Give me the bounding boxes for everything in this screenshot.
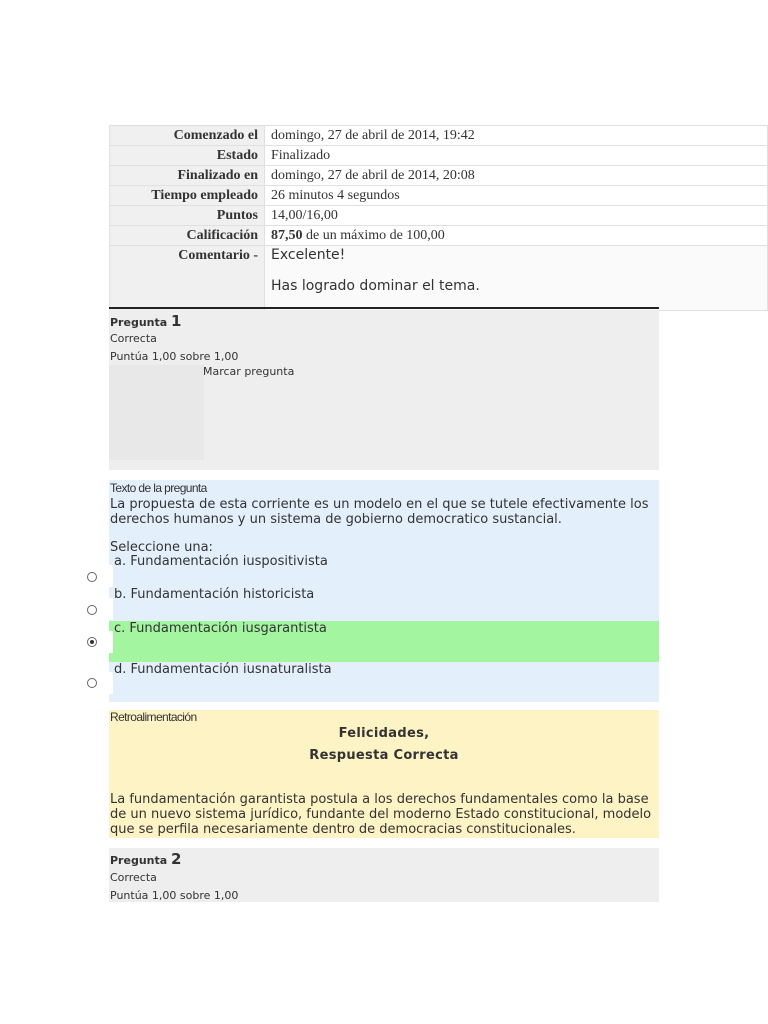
feedback-title: Felicidades, xyxy=(338,726,430,741)
summary-value: domingo, 27 de abril de 2014, 19:42 xyxy=(265,126,768,146)
flag-question-link[interactable]: Marcar pregunta xyxy=(203,365,295,378)
radio-button-checked[interactable] xyxy=(87,637,97,647)
comment-line: Has logrado dominar el tema. xyxy=(271,278,480,294)
answer-option-a[interactable] xyxy=(109,554,659,587)
flag-panel xyxy=(109,365,204,460)
summary-value: 26 minutos 4 segundos xyxy=(265,186,768,206)
feedback-subtitle: Respuesta Correcta xyxy=(309,748,459,763)
summary-label: Tiempo empleado xyxy=(110,186,265,206)
comment-line: Excelente! xyxy=(271,247,346,263)
question-number: Pregunta 2 xyxy=(110,850,182,868)
select-prompt: Seleccione una: xyxy=(110,540,213,555)
question-info xyxy=(109,310,659,470)
grade-max: de un máximo de 100,00 xyxy=(302,228,445,243)
summary-row-time xyxy=(110,186,768,206)
question-text-label: Texto de la pregunta xyxy=(110,481,207,495)
summary-row-comment xyxy=(110,246,768,311)
radio-button[interactable] xyxy=(87,605,97,615)
answer-option-b[interactable] xyxy=(109,587,659,621)
summary-label: Comentario - xyxy=(110,246,265,311)
question-number: Pregunta 1 xyxy=(110,312,182,330)
summary-comment xyxy=(265,246,768,311)
summary-label: Puntos xyxy=(110,206,265,226)
option-label: d. Fundamentación iusnaturalista xyxy=(114,662,332,677)
option-label: c. Fundamentación iusgarantista xyxy=(114,621,327,636)
question-grade: Puntúa 1,00 sobre 1,00 xyxy=(110,350,239,363)
summary-row-points xyxy=(110,206,768,226)
question-state: Correcta xyxy=(110,871,157,884)
summary-label: Calificación xyxy=(110,226,265,246)
summary-row-started xyxy=(110,126,768,146)
grade-value: 87,50 xyxy=(271,228,303,243)
radio-button[interactable] xyxy=(87,678,97,688)
summary-row-state xyxy=(110,146,768,166)
summary-value: 14,00/16,00 xyxy=(265,206,768,226)
feedback-label: Retroalimentación xyxy=(110,710,197,724)
option-label: b. Fundamentación historicista xyxy=(114,587,315,602)
radio-button[interactable] xyxy=(87,572,97,582)
summary-row-finished xyxy=(110,166,768,186)
option-label: a. Fundamentación iuspositivista xyxy=(114,554,328,569)
summary-label: Estado xyxy=(110,146,265,166)
question-grade: Puntúa 1,00 sobre 1,00 xyxy=(110,889,239,902)
attempt-summary-table xyxy=(109,125,768,311)
summary-value xyxy=(265,226,768,246)
question-text-block xyxy=(109,480,659,702)
feedback-text: La fundamentación garantista postula a los derechos fundamentales como la base de un nuevo sistema jurídico, fundante del moderno Estado constitucional, modelo que se perfila necesariamente dentro de democracias constitucionales. xyxy=(110,792,652,837)
question-state: Correcta xyxy=(110,332,157,345)
summary-value: Finalizado xyxy=(265,146,768,166)
summary-row-grade xyxy=(110,226,768,246)
question-info xyxy=(109,848,659,902)
question-text: La propuesta de esta corriente es un modelo en el que se tutele efectivamente los derechos humanos y un sistema de gobierno democratico sustancial. xyxy=(110,497,649,527)
answer-option-d[interactable] xyxy=(109,662,659,702)
answer-option-c[interactable] xyxy=(109,621,659,662)
summary-label: Comenzado el xyxy=(110,126,265,146)
summary-label: Finalizado en xyxy=(110,166,265,186)
summary-value: domingo, 27 de abril de 2014, 20:08 xyxy=(265,166,768,186)
feedback-block xyxy=(109,710,659,838)
divider xyxy=(109,307,659,309)
